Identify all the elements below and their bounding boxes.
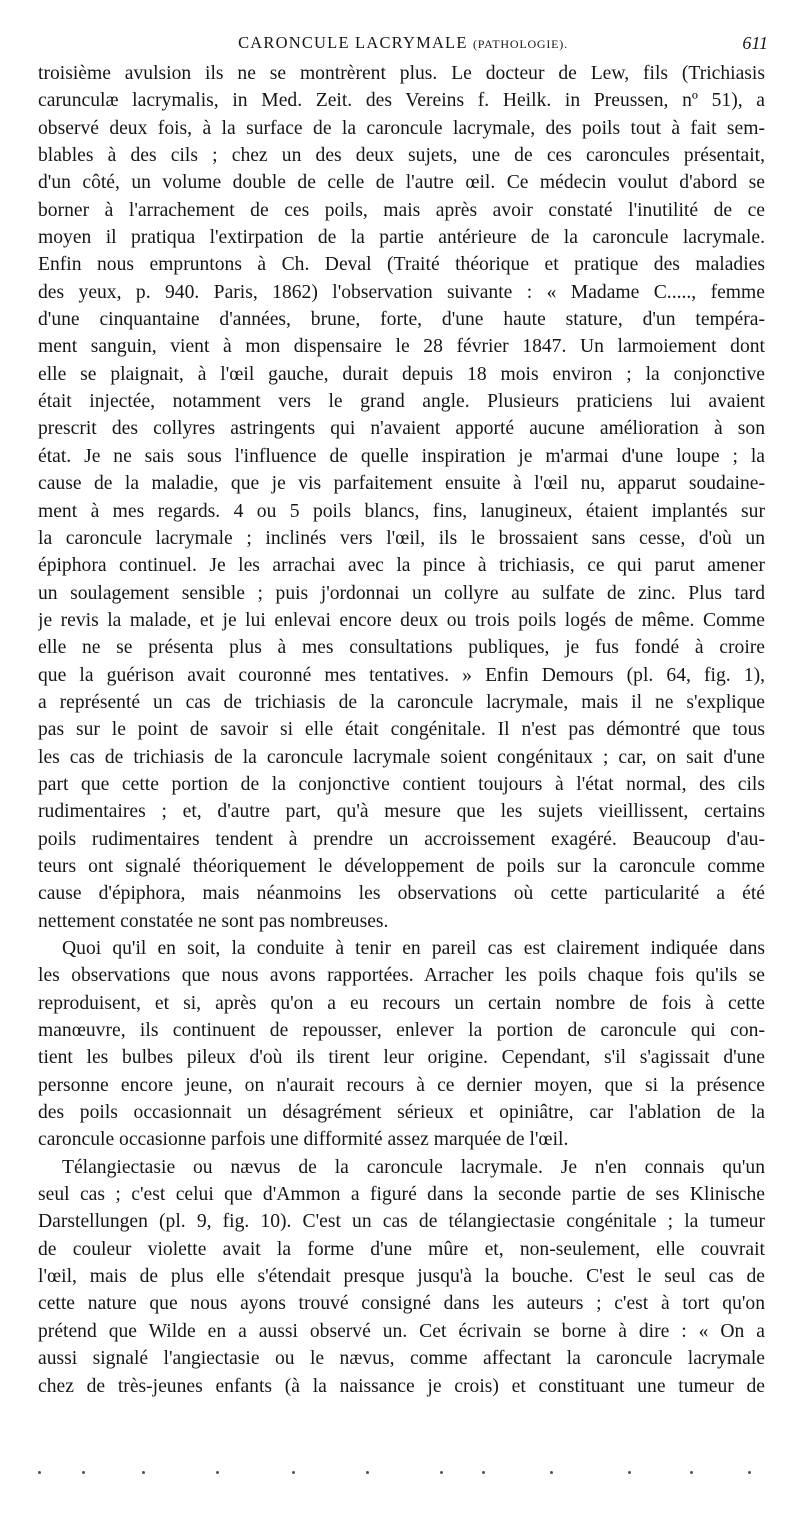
text-line: était injectée, notamment vers le grand angle. Plusieurs praticiens lui avaient bbox=[38, 391, 765, 413]
text-line: un soulagement sensible ; puis j'ordonnai un collyre au sulfate de zinc. Plus tard bbox=[38, 582, 765, 604]
text-line: Darstellungen (pl. 9, fig. 10). C'est un cas de télangiectasie congénitale ; la tumeur bbox=[38, 1211, 765, 1233]
text-line: prétend que Wilde en a aussi observé un. Cet écrivain se borne à dire : « On a bbox=[38, 1320, 765, 1342]
dot bbox=[482, 1471, 485, 1474]
dot bbox=[748, 1471, 751, 1474]
text-line: des yeux, p. 940. Paris, 1862) l'observation suivante : « Madame C....., femme bbox=[38, 281, 765, 303]
text-line: borner à l'arrachement de ces poils, mais après avoir constaté l'inutilité de ce bbox=[38, 199, 765, 221]
text-line: les observations que nous avons rapportées. Arracher les poils chaque fois qu'ils se bbox=[38, 965, 765, 987]
text-line: l'œil, mais de plus elle s'étendait presque jusqu'à la bouche. C'est le seul cas de bbox=[38, 1266, 765, 1288]
running-title bbox=[38, 32, 768, 55]
text-line: ment sanguin, vient à mon dispensaire le 28 février 1847. Un larmoiement dont bbox=[38, 336, 765, 358]
dot bbox=[292, 1471, 295, 1474]
text-line: la caroncule lacrymale ; inclinés vers l'œil, ils le brossaient sans cesse, d'où un bbox=[38, 527, 765, 549]
text-line: ment à mes regards. 4 ou 5 poils blancs, fins, lanugineux, étaient implantés sur bbox=[38, 500, 765, 522]
text-line: Quoi qu'il en soit, la conduite à tenir en pareil cas est clairement indiquée dans bbox=[62, 938, 765, 959]
dot bbox=[440, 1471, 443, 1474]
text-line: Télangiectasie ou nævus de la caroncule lacrymale. Je n'en connais qu'un bbox=[62, 1156, 765, 1178]
text-line: blables à des cils ; chez un des deux sujets, une de ces caroncules présentait, bbox=[38, 145, 765, 167]
text-line: chez de très-jeunes enfants (à la naissance je crois) et constituant une tumeur de bbox=[38, 1375, 765, 1397]
text-line: manœuvre, ils continuent de repousser, enlever la portion de caroncule qui con- bbox=[38, 1020, 765, 1042]
dot bbox=[366, 1471, 369, 1474]
text-line: rudimentaires ; et, d'autre part, qu'à mesure que les sujets vieillissent, certains bbox=[38, 801, 765, 823]
dot bbox=[82, 1471, 85, 1474]
running-title-section: (PATHOLOGIE). bbox=[472, 37, 568, 51]
text-line: aussi signalé l'angiectasie ou le nævus, comme affectant la caroncule lacrymale bbox=[38, 1348, 765, 1370]
text-line: poils rudimentaires tendent à prendre un accroissement exagéré. Beaucoup d'au- bbox=[38, 828, 765, 850]
text-line: pas sur le point de savoir si elle était congénitale. Il n'est pas démontré que tous bbox=[38, 719, 765, 741]
text-line: elle se plaignait, à l'œil gauche, durait depuis 18 mois environ ; la conjonctive bbox=[38, 363, 765, 385]
text-line: que la guérison avait couronné mes tentatives. » Enfin Demours (pl. 64, fig. 1), bbox=[38, 664, 765, 686]
text-line: Enfin nous empruntons à Ch. Deval (Traité théorique et pratique des maladies bbox=[38, 254, 765, 276]
text-line: de couleur violette avait la forme d'une mûre et, non-seulement, elle couvrait bbox=[38, 1238, 765, 1260]
text-line: moyen il pratiqua l'extirpation de la partie antérieure de la caroncule lacrymale. bbox=[38, 227, 765, 249]
dot bbox=[550, 1471, 553, 1474]
text-line: carunculæ lacrymalis, in Med. Zeit. des Vereins f. Heilk. in Preussen, nº 51), a bbox=[38, 90, 765, 112]
running-head bbox=[38, 32, 768, 54]
text-line: les cas de trichiasis de la caroncule lacrymale soient congénitaux ; car, on sait d'une bbox=[38, 746, 765, 768]
text-line: a représenté un cas de trichiasis de la caroncule lacrymale, mais il ne s'explique bbox=[38, 691, 765, 713]
dot bbox=[142, 1471, 145, 1474]
text-line: nettement constatée ne sont pas nombreuses. bbox=[38, 910, 389, 932]
body-text bbox=[38, 60, 765, 1400]
text-line: cause de la maladie, que je vis parfaitement ensuite à l'œil nu, apparut soudaine- bbox=[38, 473, 765, 495]
text-line: état. Je ne sais sous l'influence de quelle inspiration je m'armai d'une loupe ; la bbox=[38, 445, 765, 467]
text-line: observé deux fois, à la surface de la caroncule lacrymale, des poils tout à fait sem- bbox=[38, 117, 765, 139]
text-line: prescrit des collyres astringents qui n'avaient apporté aucune amélioration à son bbox=[38, 418, 765, 440]
text-line: épiphora continuel. Je les arrachai avec la pince à trichiasis, ce qui parut amener bbox=[38, 555, 765, 577]
dot bbox=[38, 1471, 41, 1474]
text-line: d'un côté, un volume double de celle de l'autre œil. Ce médecin voulut d'abord se bbox=[38, 172, 765, 194]
text-line: reproduisent, et si, après qu'on a eu recours un certain nombre de fois à cette bbox=[38, 992, 765, 1014]
text-line: teurs ont signalé théoriquement le développement de poils sur la caroncule comme bbox=[38, 855, 765, 877]
text-line: cette nature que nous ayons trouvé consigné dans les auteurs ; c'est à tort qu'on bbox=[38, 1293, 765, 1315]
dot bbox=[216, 1471, 219, 1474]
text-line: cause d'épiphora, mais néanmoins les observations où cette particularité a été bbox=[38, 883, 765, 905]
text-line: seul cas ; c'est celui que d'Ammon a figuré dans la seconde partie de ses Klinische bbox=[38, 1184, 765, 1206]
text-line: personne encore jeune, on n'aurait recours à ce dernier moyen, que si la présence bbox=[38, 1074, 765, 1096]
text-line: je revis la malade, et je lui enlevai encore deux ou trois poils logés de même. Comme bbox=[38, 609, 765, 631]
text-line: tient les bulbes pileux d'où ils tirent leur origine. Cependant, s'il s'agissait d'une bbox=[38, 1047, 765, 1069]
text-line: caroncule occasionne parfois une difformité assez marquée de l'œil. bbox=[38, 1129, 569, 1151]
text-line: elle ne se présenta plus à mes consultations publiques, je fus fondé à croire bbox=[38, 637, 765, 659]
bottom-dot-row bbox=[30, 1471, 770, 1481]
running-title-main: CARONCULE LACRYMALE bbox=[238, 33, 468, 52]
text-line: part que cette portion de la conjonctive contient toujours à l'état normal, des cils bbox=[38, 773, 765, 795]
dot bbox=[690, 1471, 693, 1474]
text-line: d'une cinquantaine d'années, brune, forte, d'une haute stature, d'un tempéra- bbox=[38, 309, 765, 331]
text-line: troisième avulsion ils ne se montrèrent plus. Le docteur de Lew, fils (Trichiasis bbox=[38, 63, 765, 84]
text-line: des poils occasionnait un désagrément sérieux et opiniâtre, car l'ablation de la bbox=[38, 1102, 765, 1124]
dot bbox=[628, 1471, 631, 1474]
page-number: 611 bbox=[742, 33, 768, 53]
